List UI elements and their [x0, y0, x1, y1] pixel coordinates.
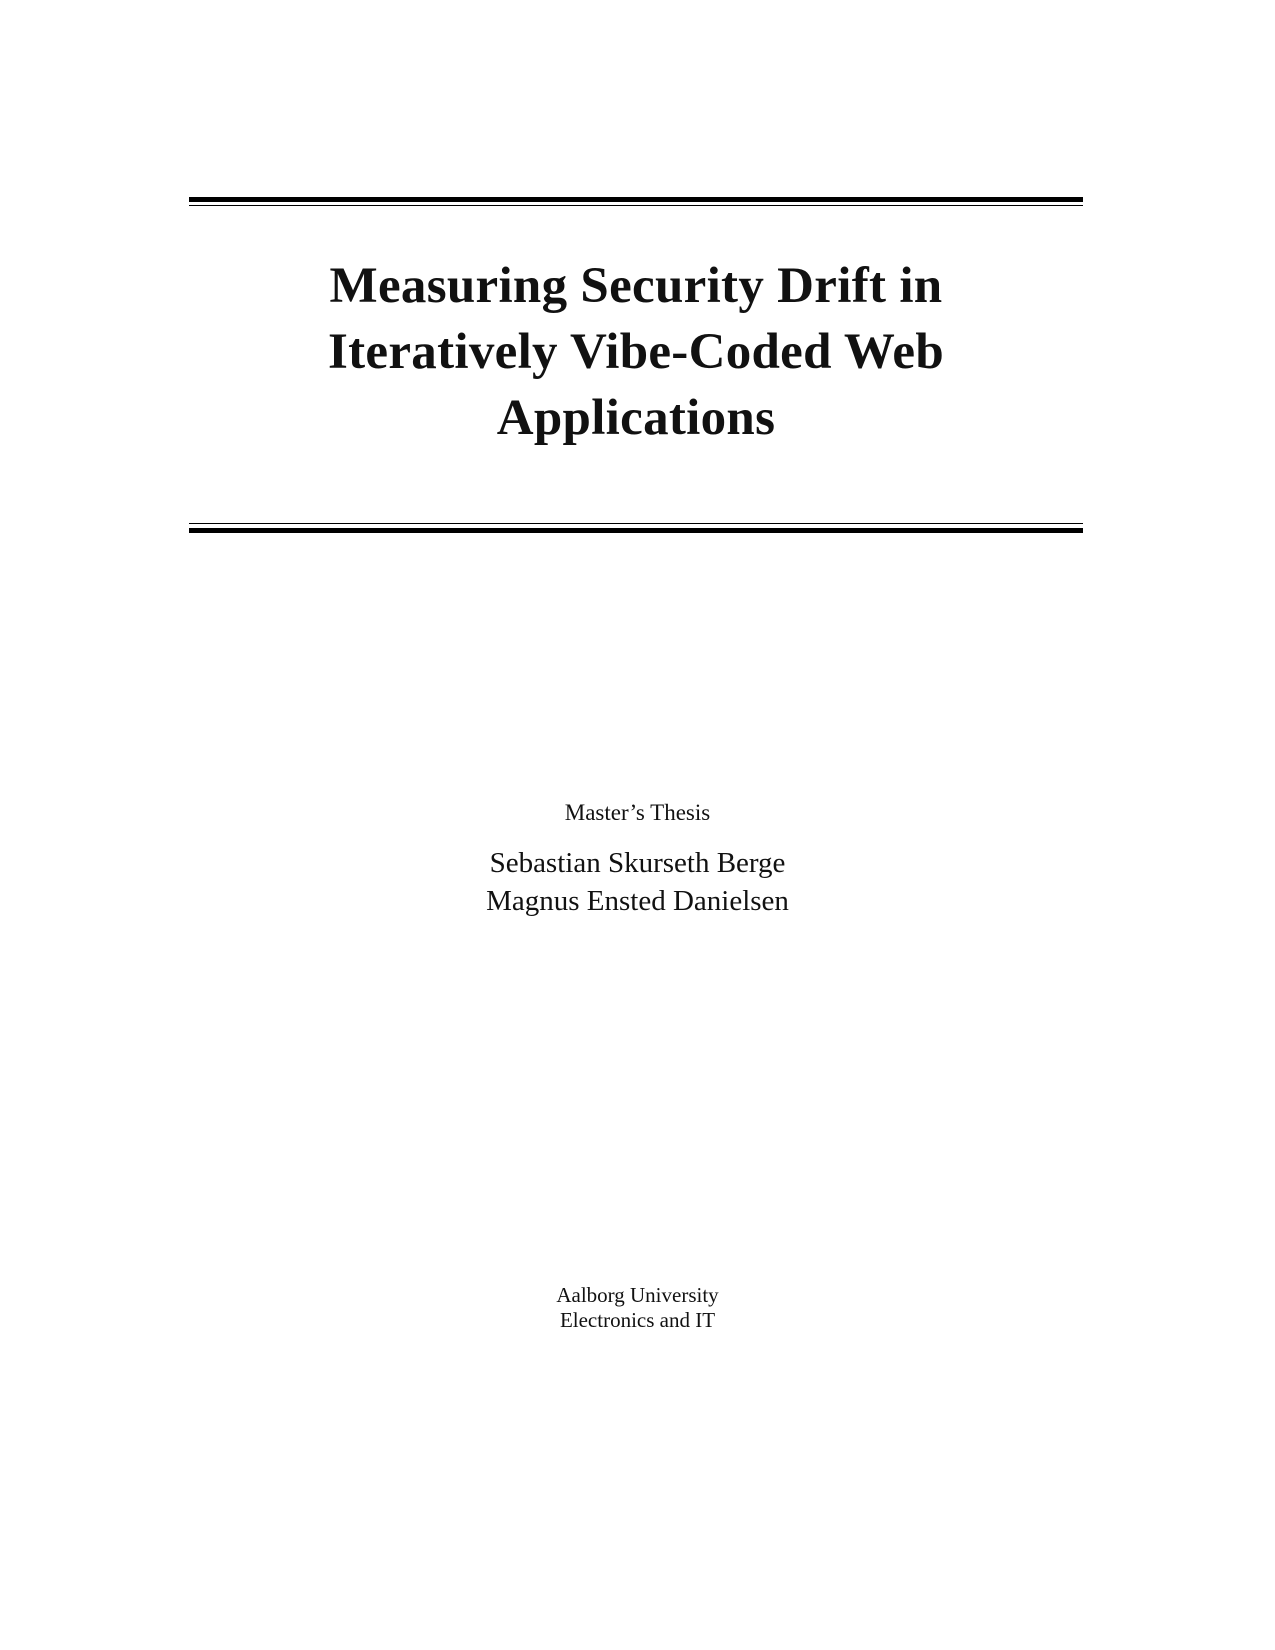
bottom-rule-thin [189, 523, 1083, 524]
bottom-rule-thick [189, 528, 1083, 533]
author-name: Sebastian Skurseth Berge [489, 847, 786, 879]
top-rule-thick [189, 197, 1083, 202]
document-type: Master’s Thesis [564, 800, 711, 825]
title-line-2: Iteratively Vibe-Coded Web [328, 324, 944, 380]
title-line-1: Measuring Security Drift in [329, 258, 943, 314]
affiliation [0, 1283, 1275, 1333]
department-name: Electronics and IT [559, 1308, 716, 1332]
top-rule-thin [189, 205, 1083, 206]
title-line-3: Applications [496, 390, 776, 446]
university-name: Aalborg University [556, 1283, 719, 1307]
thesis-title [189, 253, 1083, 451]
author-name: Magnus Ensted Danielsen [486, 885, 789, 917]
author-list [0, 844, 1275, 920]
